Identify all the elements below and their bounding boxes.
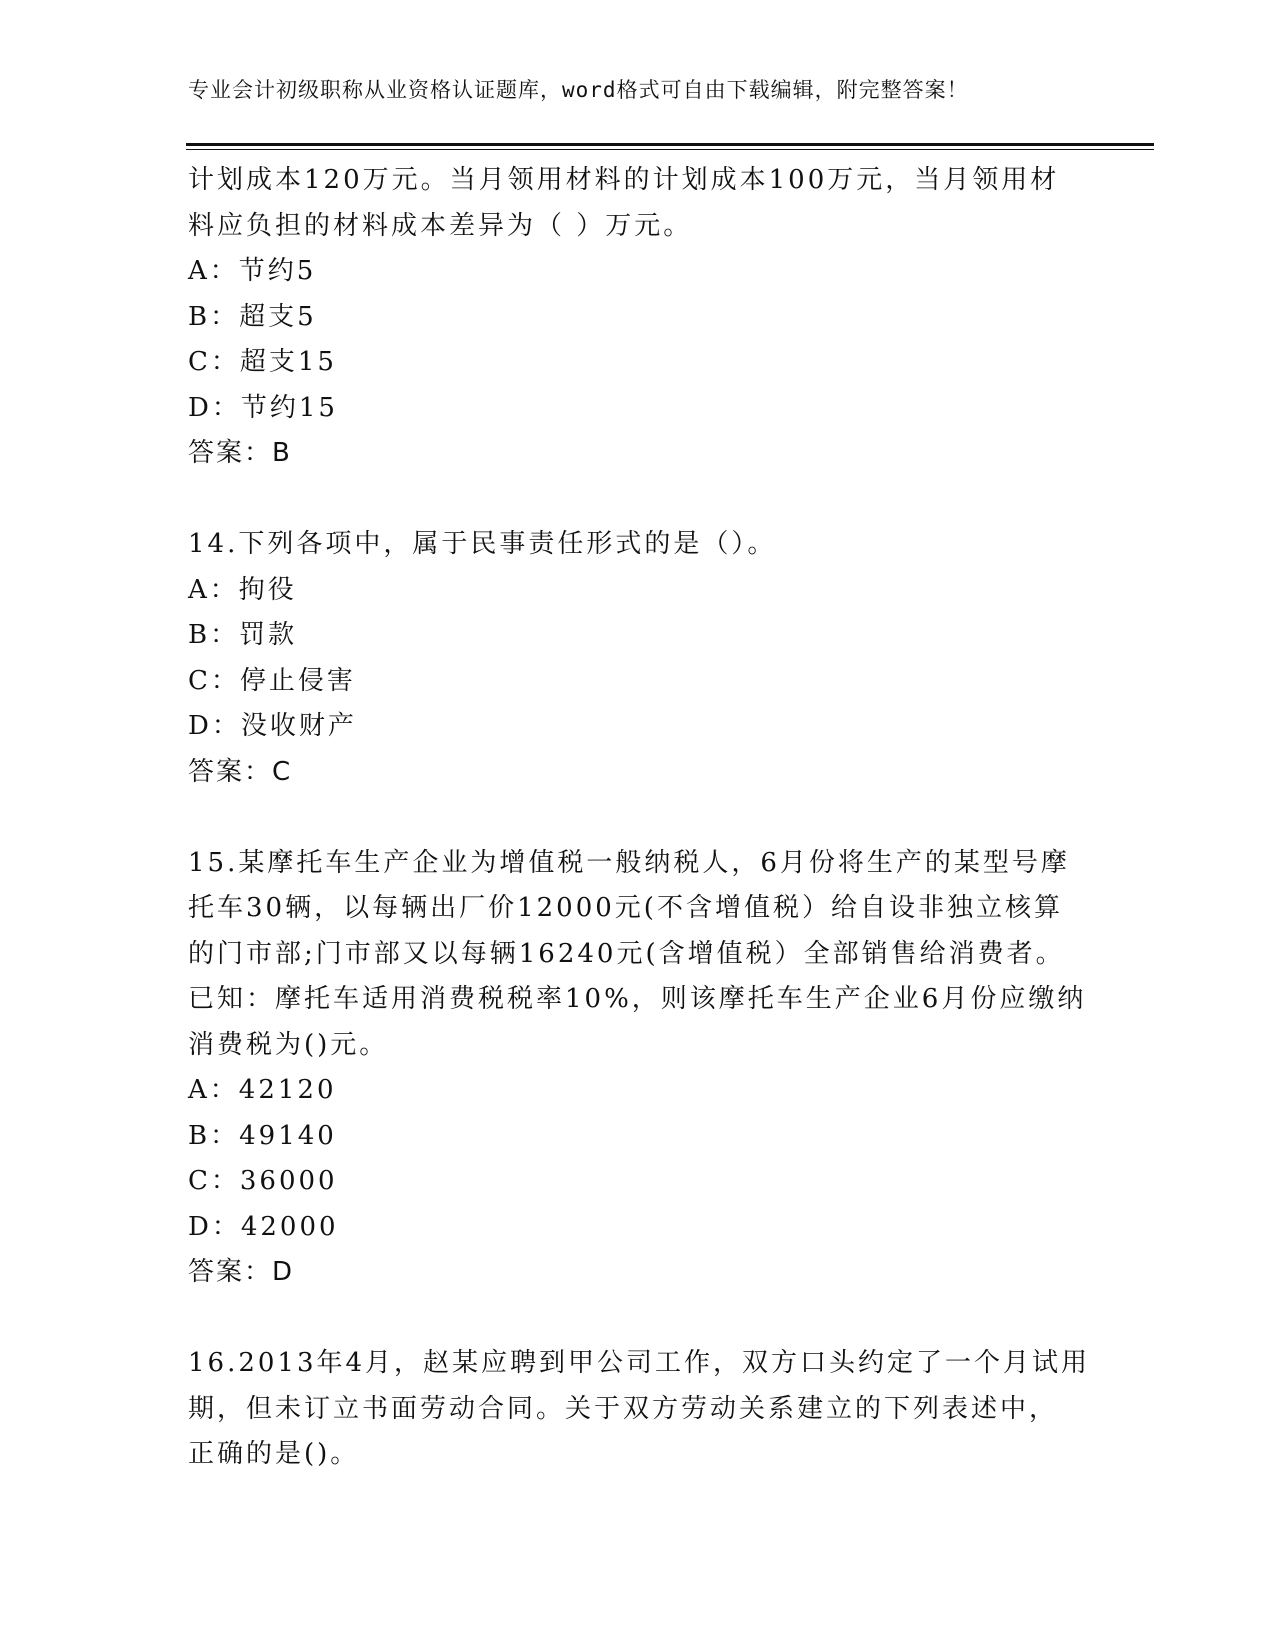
- question-text-line: 期，但未订立书面劳动合同。关于双方劳动关系建立的下列表述中，: [188, 1393, 1059, 1424]
- option-d: D：42000: [188, 1211, 339, 1242]
- question-text-line: 14.下列各项中，属于民事责任形式的是（）。: [188, 529, 777, 559]
- question-13: [188, 158, 1108, 477]
- option-d: D：没收财产: [188, 711, 357, 741]
- question-text-line: 16.2013年4月，赵某应聘到甲公司工作，双方口头约定了一个月试用: [188, 1348, 1091, 1378]
- spacer: [188, 1296, 1108, 1342]
- question-text-line: 15.某摩托车生产企业为增值税一般纳税人，6月份将生产的某型号摩: [188, 847, 1070, 878]
- option-a: A：节约5: [188, 256, 317, 286]
- answer-line: 答案：B: [188, 438, 292, 468]
- option-c: C：停止侵害: [188, 665, 356, 696]
- question-15: [188, 841, 1108, 1296]
- question-text-line: 托车30辆，以每辆出厂价12000元(不含增值税）给自设非独立核算: [188, 893, 1063, 923]
- question-text-line: 消费税为()元。: [188, 1029, 389, 1060]
- header-rule-thick: [186, 143, 1154, 146]
- spacer: [188, 477, 1108, 523]
- question-text-line: 正确的是()。: [188, 1439, 360, 1469]
- option-b: B：超支5: [188, 301, 317, 332]
- question-text-line: 料应负担的材料成本差异为（ ）万元。: [188, 210, 693, 241]
- option-c: C：超支15: [188, 347, 337, 377]
- option-c: C：36000: [188, 1166, 338, 1196]
- option-d: D：节约15: [188, 392, 338, 423]
- document-body: [188, 158, 1108, 1478]
- question-16: [188, 1341, 1108, 1478]
- answer-line: 答案：D: [188, 1257, 295, 1287]
- header-rule-thin: [186, 149, 1154, 150]
- question-text-line: 计划成本120万元。当月领用材料的计划成本100万元，当月领用材: [188, 165, 1060, 195]
- question-text-line: 的门市部;门市部又以每辆16240元(含增值税）全部销售给消费者。: [188, 938, 1065, 969]
- option-b: B：49140: [188, 1120, 337, 1151]
- option-a: A：42120: [188, 1075, 337, 1105]
- spacer: [188, 795, 1108, 841]
- page-header: 专业会计初级职称从业资格认证题库，word格式可自由下载编辑，附完整答案！: [188, 78, 969, 102]
- option-b: B：罚款: [188, 620, 298, 650]
- answer-line: 答案：C: [188, 756, 293, 787]
- option-a: A：拘役: [188, 574, 297, 605]
- question-14: [188, 522, 1108, 795]
- question-text-line: 已知：摩托车适用消费税税率10%，则该摩托车生产企业6月份应缴纳: [188, 984, 1087, 1014]
